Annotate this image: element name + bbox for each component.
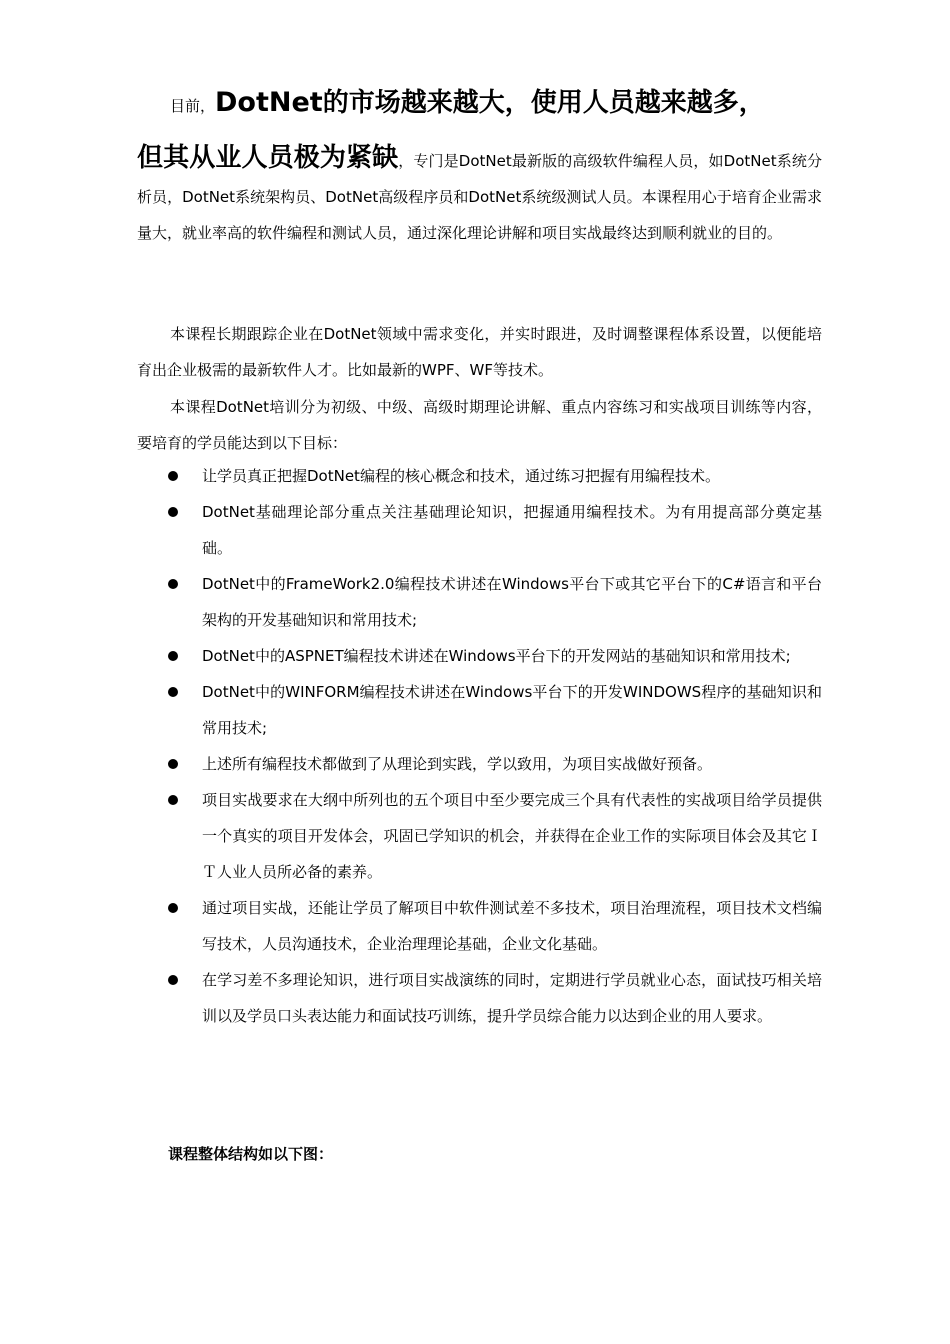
- intro-dotnet-emphasis: DotNet: [215, 87, 323, 118]
- list-item-text: DotNet中的ASPNET编程技术讲述在Windows平台下的开发网站的基础知识和常用技术;: [202, 647, 791, 665]
- bullet-dot-icon: [168, 975, 178, 985]
- intro-line-2: [137, 140, 822, 251]
- list-item: [168, 674, 822, 746]
- list-item: [168, 494, 822, 566]
- list-item: [168, 638, 822, 674]
- bullet-dot-icon: [168, 795, 178, 805]
- bullet-dot-icon: [168, 651, 178, 661]
- intro-paragraph: [137, 78, 822, 251]
- paragraph-training-text: 本课程DotNet培训分为初级、中级、高级时期理论讲解、重点内容练习和实战项目训练等内容，要培育的学员能达到以下目标：: [137, 398, 822, 452]
- paragraph-tracking-text: 本课程长期跟踪企业在DotNet领域中需求变化，并实时跟进，及时调整课程体系设置，以便能培育出企业极需的最新软件人才。比如最新的WPF、WF等技术。: [137, 325, 822, 379]
- list-item-text: 项目实战要求在大纲中所列也的五个项目中至少要完成三个具有代表性的实战项目给学员提供一个真实的项目开发体会，巩固已学知识的机会，并获得在企业工作的实际项目体会及其它ＩＴ人业人员所必备的素养。: [202, 791, 822, 881]
- intro-shortage-emphasis: 但其从业人员极为紧缺: [137, 143, 399, 173]
- list-item-text: 通过项目实战，还能让学员了解项目中软件测试差不多技术，项目治理流程，项目技术文档编写技术，人员沟通技术，企业治理理论基础，企业文化基础。: [202, 899, 822, 953]
- list-item-text: DotNet中的FrameWork2.0编程技术讲述在Windows平台下或其它平台下的C#语言和平台架构的开发基础知识和常用技术;: [202, 575, 822, 629]
- list-item: [168, 458, 822, 494]
- goals-list: [168, 458, 822, 1034]
- intro-rest-text: ，专门是DotNet最新版的高级软件编程人员，如DotNet系统分析员，DotNet系统架构员、DotNet高级程序员和DotNet系统级测试人员。本课程用心于培育企业需求量大，就业率高的软件编程和测试人员，通过深化理论讲解和项目实战最终达到顺利就业的目的。: [137, 152, 822, 242]
- paragraph-training: [137, 389, 822, 461]
- bullet-dot-icon: [168, 579, 178, 589]
- bullet-dot-icon: [168, 507, 178, 517]
- list-item: [168, 962, 822, 1034]
- list-item-text: 让学员真正把握DotNet编程的核心概念和技术，通过练习把握有用编程技术。: [202, 467, 720, 485]
- list-item: [168, 890, 822, 962]
- list-item-text: DotNet基础理论部分重点关注基础理论知识，把握通用编程技术。为有用提高部分奠定基础。: [202, 503, 822, 557]
- paragraph-tracking: [137, 316, 822, 388]
- structure-heading: 课程整体结构如以下图：: [168, 1145, 334, 1163]
- list-item-text: 在学习差不多理论知识，进行项目实战演练的同时，定期进行学员就业心态，面试技巧相关培训以及学员口头表达能力和面试技巧训练，提升学员综合能力以达到企业的用人要求。: [202, 971, 822, 1025]
- list-item: [168, 782, 822, 890]
- intro-market-emphasis: 的市场越来越大，使用人员越来越多，: [322, 88, 765, 118]
- bullet-dot-icon: [168, 687, 178, 697]
- intro-line-1: [137, 78, 822, 128]
- list-item-text: DotNet中的WINFORM编程技术讲述在Windows平台下的开发WINDOWS程序的基础知识和常用技术;: [202, 683, 822, 737]
- intro-prefix: 目前，: [170, 97, 216, 115]
- bullet-dot-icon: [168, 471, 178, 481]
- list-item: [168, 746, 822, 782]
- bullet-dot-icon: [168, 759, 178, 769]
- list-item: [168, 566, 822, 638]
- list-item-text: 上述所有编程技术都做到了从理论到实践，学以致用，为项目实战做好预备。: [202, 755, 713, 773]
- bullet-dot-icon: [168, 903, 178, 913]
